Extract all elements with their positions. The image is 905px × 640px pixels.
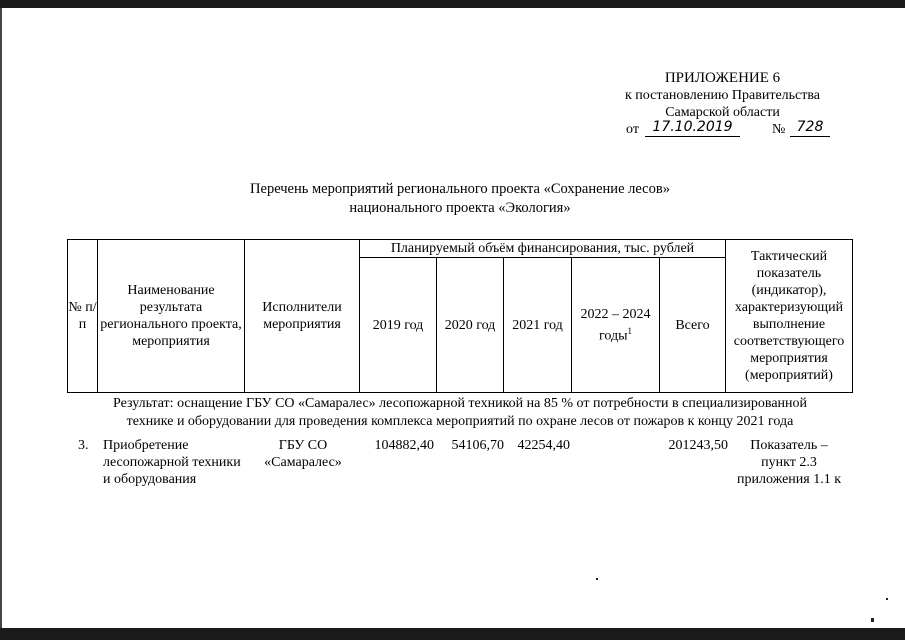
appendix-line-1: к постановлению Правительства	[624, 88, 821, 103]
header-num: № п/п	[68, 300, 97, 332]
header-executors: Исполнители мероприятия	[262, 300, 342, 332]
table-border-right	[852, 239, 853, 393]
row-name: Приобретение лесопожарной техники и оборудования	[103, 438, 241, 487]
header-name: Наименование результата регионального проекта, мероприятия	[100, 283, 242, 349]
result-statement	[67, 395, 853, 431]
document-title-line-1: Перечень мероприятий регионального проекта «Сохранение лесов»	[250, 181, 670, 197]
scan-border-left	[0, 8, 2, 628]
document-title	[180, 180, 740, 218]
header-2020: 2020 год	[444, 317, 496, 333]
handwritten-date: 17.10.2019	[645, 119, 740, 137]
row-total: 201243,50	[668, 438, 728, 453]
result-line-2: технике и оборудовании для проведения комплекса мероприятий по охране лесов от пожаров к концу 2021 года	[126, 414, 794, 429]
scan-speck	[886, 598, 888, 600]
header-indicator: Тактический показатель (индикатор), характеризующий выполнение соответствующего мероприятия (мероприятий)	[733, 249, 845, 383]
header-total: Всего	[675, 317, 710, 333]
scan-speck	[871, 618, 874, 622]
document-title-line-2: национального проекта «Экология»	[349, 200, 571, 216]
header-2021: 2021 год	[512, 317, 563, 333]
row-2020: 54106,70	[451, 438, 504, 453]
handwritten-number: 728	[790, 119, 830, 137]
number-prefix: №	[772, 122, 786, 137]
row-2019: 104882,40	[374, 438, 434, 453]
scan-border-bottom	[0, 628, 905, 640]
appendix-header	[600, 70, 845, 139]
header-2022-2024-label: 2022 – 2024 годы	[580, 306, 651, 344]
scan-border-top	[0, 0, 905, 8]
appendix-line-2: Самарской области	[665, 105, 780, 120]
header-2022-2024	[572, 258, 659, 392]
scan-speck	[596, 578, 598, 580]
row-num: 3.	[78, 438, 89, 453]
appendix-date-line	[600, 121, 845, 139]
table-border-bottom	[67, 392, 853, 393]
result-line-1: Результат: оснащение ГБУ СО «Самаралес» лесопожарной техникой на 85 % от потребности в специализированной	[112, 396, 808, 411]
row-indicator: Показатель – пункт 2.3 приложения 1.1 к	[736, 438, 842, 487]
appendix-title: ПРИЛОЖЕНИЕ 6	[664, 70, 781, 86]
row-executor: ГБУ СО «Самаралес»	[264, 438, 342, 470]
header-2019: 2019 год	[372, 317, 424, 333]
header-table	[67, 239, 853, 393]
date-prefix: от	[626, 122, 639, 137]
header-funding-group: Планируемый объём финансирования, тыс. рублей	[390, 241, 695, 256]
footnote-mark: 1	[627, 325, 633, 336]
row-2021: 42254,40	[517, 438, 570, 453]
